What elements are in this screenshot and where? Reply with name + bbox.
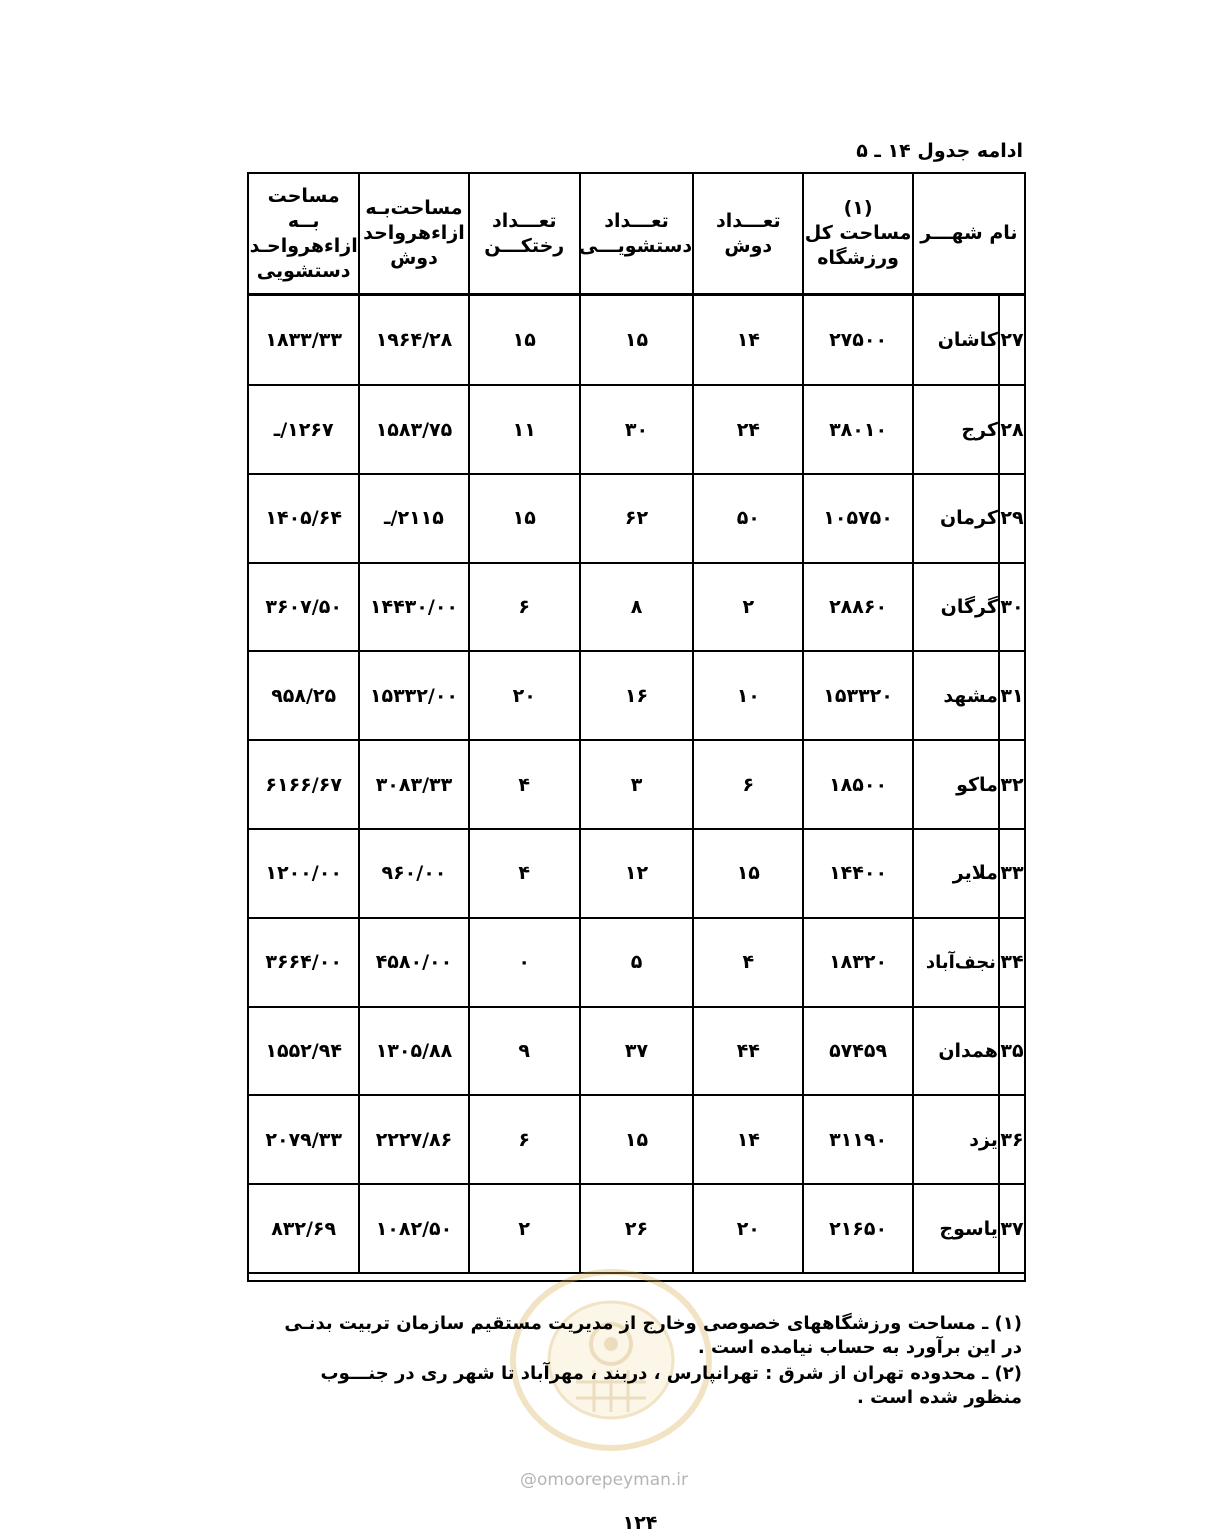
header-total-area-line1: مساحت کل [804,222,912,244]
area-per-washbasin: ۱۲۶۷/ـ [248,385,359,474]
area-per-shower: ۴۵۸۰/۰۰ [359,918,468,1007]
row-number: ۲۹ [999,474,1025,563]
table-row [248,295,1025,386]
area-per-shower: ۱۳۰۵/۸۸ [359,1007,468,1096]
city-name: نجف‌آباد [913,918,999,1007]
area-per-washbasin: ۱۵۵۲/۹۴ [248,1007,359,1096]
city-name: کرمان [913,474,999,563]
total-area: ۱۸۵۰۰ [803,740,912,829]
shower-count: ۲۰ [693,1184,803,1273]
dryer-count: ۲۰ [469,651,580,740]
city-name: ملایر [913,829,999,918]
dryer-count: ۴ [469,829,580,918]
area-per-washbasin: ۶۱۶۶/۶۷ [248,740,359,829]
shower-count: ۵۰ [693,474,803,563]
area-per-washbasin: ۲۰۷۹/۳۳ [248,1095,359,1184]
washbasin-count: ۸ [580,563,693,652]
area-per-shower: ۱۰۸۲/۵۰ [359,1184,468,1273]
footnote-2: (۲) ـ محدوده تهران از شرق : تهرانپارس ، دربند ، مهرآباد تا شهر ری در جنـــوب منظور شده است . [320,1363,1022,1408]
shower-count: ۲۴ [693,385,803,474]
dryer-count: ۱۵ [469,474,580,563]
washbasin-count: ۱۵ [580,1095,693,1184]
row-number: ۳۷ [999,1184,1025,1273]
total-area: ۱۰۵۷۵۰ [803,474,912,563]
area-per-washbasin: ۱۴۰۵/۶۴ [248,474,359,563]
total-area: ۲۱۶۵۰ [803,1184,912,1273]
city-name: گرگان [913,563,999,652]
row-number: ۳۳ [999,829,1025,918]
area-per-washbasin: ۹۵۸/۲۵ [248,651,359,740]
shower-count: ۴ [693,918,803,1007]
city-name: کاشان [913,295,999,386]
washbasin-count: ۶۲ [580,474,693,563]
header-shower-count: تعـــداد دوش [693,173,803,295]
row-number: ۳۵ [999,1007,1025,1096]
area-per-shower: ۹۶۰/۰۰ [359,829,468,918]
washbasin-count: ۳۰ [580,385,693,474]
shower-count: ۲ [693,563,803,652]
dryer-count: ۰ [469,918,580,1007]
shower-count: ۱۴ [693,1095,803,1184]
data-table [247,172,1026,1282]
area-per-washbasin: ۸۳۲/۶۹ [248,1184,359,1273]
shower-count: ۴۴ [693,1007,803,1096]
watermark-handle: @omoorepeyman.ir [520,1470,689,1490]
city-name: مشهد [913,651,999,740]
row-number: ۳۴ [999,918,1025,1007]
header-area-per-washbasin: مساحت بــه ازاءهرواحـد دستشویی [248,173,359,295]
shower-count: ۶ [693,740,803,829]
washbasin-count: ۱۵ [580,295,693,386]
area-per-washbasin: ۳۶۰۷/۵۰ [248,563,359,652]
total-area: ۱۵۳۳۲۰ [803,651,912,740]
header-total-area [803,173,912,295]
row-number: ۲۷ [999,295,1025,386]
header-area-per-shower: مساحت‌بـه ازاءهرواحد دوش [359,173,468,295]
table-row [248,829,1025,918]
footnotes [250,1312,1022,1412]
area-per-washbasin: ۱۸۳۳/۳۳ [248,295,359,386]
row-number: ۳۰ [999,563,1025,652]
header-total-area-line2: ورزشگاه [817,247,899,269]
table-row [248,918,1025,1007]
total-area: ۳۸۰۱۰ [803,385,912,474]
area-per-shower: ۱۴۴۳۰/۰۰ [359,563,468,652]
dryer-count: ۶ [469,563,580,652]
area-per-shower: ۱۵۸۳/۷۵ [359,385,468,474]
city-name: یزد [913,1095,999,1184]
total-area: ۵۷۴۵۹ [803,1007,912,1096]
area-per-washbasin: ۳۶۶۴/۰۰ [248,918,359,1007]
dryer-count: ۱۵ [469,295,580,386]
header-dryer-count: تعـــداد رختکـــن [469,173,580,295]
city-name: همدان [913,1007,999,1096]
washbasin-count: ۳۷ [580,1007,693,1096]
table-row [248,1007,1025,1096]
city-name: کرج [913,385,999,474]
washbasin-count: ۲۶ [580,1184,693,1273]
area-per-shower: ۱۹۶۴/۲۸ [359,295,468,386]
total-area: ۲۷۵۰۰ [803,295,912,386]
header-row [248,173,1025,295]
shower-count: ۱۵ [693,829,803,918]
dryer-count: ۹ [469,1007,580,1096]
area-per-shower: ۲۱۱۵/ـ [359,474,468,563]
table-row [248,474,1025,563]
washbasin-count: ۵ [580,918,693,1007]
total-area: ۱۴۴۰۰ [803,829,912,918]
row-number: ۳۲ [999,740,1025,829]
table-caption: ادامه جدول ۱۴ ـ ۵ [856,140,1023,162]
area-per-washbasin: ۱۲۰۰/۰۰ [248,829,359,918]
area-per-shower: ۳۰۸۳/۳۳ [359,740,468,829]
dryer-count: ۲ [469,1184,580,1273]
shower-count: ۱۰ [693,651,803,740]
table-row [248,740,1025,829]
row-number: ۳۱ [999,651,1025,740]
page-number: ۱۲۴ [622,1512,658,1534]
dryer-count: ۴ [469,740,580,829]
dryer-count: ۱۱ [469,385,580,474]
total-area: ۱۸۳۲۰ [803,918,912,1007]
row-number: ۲۸ [999,385,1025,474]
washbasin-count: ۳ [580,740,693,829]
area-per-shower: ۱۵۳۳۲/۰۰ [359,651,468,740]
table-row [248,563,1025,652]
area-per-shower: ۲۲۲۷/۸۶ [359,1095,468,1184]
row-number: ۳۶ [999,1095,1025,1184]
table-row [248,385,1025,474]
washbasin-count: ۱۶ [580,651,693,740]
header-total-area-note: (۱) [843,197,873,219]
table-row [248,1095,1025,1184]
table-row [248,651,1025,740]
header-city: نام شهـــر [913,173,1025,295]
total-area: ۳۱۱۹۰ [803,1095,912,1184]
city-name: ماکو [913,740,999,829]
table-row [248,1184,1025,1273]
footnote-1: (۱) ـ مساحت ورزشگاههای خصوصی وخارج از مدیریت مستقیم سازمان تربیت بدنـی در این برآورد به حساب نیامده است . [284,1313,1022,1358]
city-name: یاسوج [913,1184,999,1273]
washbasin-count: ۱۲ [580,829,693,918]
total-area: ۲۸۸۶۰ [803,563,912,652]
dryer-count: ۶ [469,1095,580,1184]
header-washbasin-count: تعـــداد دستشویـــی [580,173,693,295]
shower-count: ۱۴ [693,295,803,386]
